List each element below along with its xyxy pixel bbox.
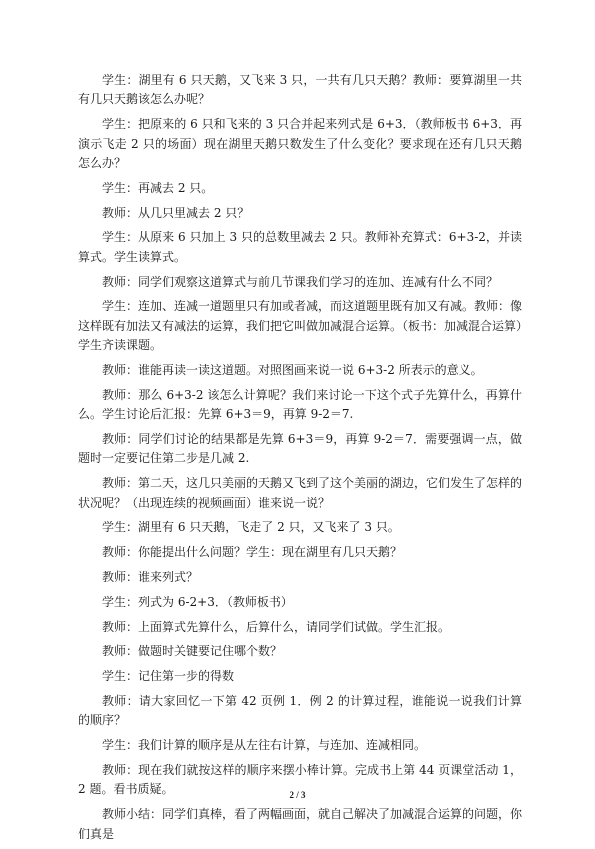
paragraph: 教师：同学们讨论的结果都是先算 6+3＝9，再算 9-2＝7．需要强调一点，做题时一定要记住第二步是几减 2. [78, 432, 522, 466]
document-body [78, 71, 522, 849]
paragraph: 学生：湖里有 6 只天鹅，飞走了 2 只，又飞来了 3 只。 [102, 520, 400, 535]
paragraph: 教师：谁能再读一读这道题。对照图画来说一说 6+3-2 所表示的意义。 [102, 363, 483, 378]
paragraph: 学生：我们计算的顺序是从左往右计算，与连加、连减相同。 [102, 738, 427, 753]
paragraph: 教师：请大家回忆一下第 42 页例 1．例 2 的计算过程，谁能说一说我们计算的顺序？ [78, 694, 522, 728]
paragraph: 学生：把原来的 6 只和飞来的 3 只合并起来列式是 6+3．（教师板书 6+3．再演示飞走 2 只的场面）现在湖里天鹅只数发生了什么变化？要求现在还有几只天鹅怎么办？ [78, 117, 522, 171]
paragraph: 教师：从几只里减去 2 只？ [102, 205, 250, 220]
page-number: 2 / 3 [289, 790, 306, 800]
paragraph: 教师：你能提出什么问题？学生：现在湖里有几只天鹅？ [102, 545, 403, 560]
paragraph: 学生：连加、连减一道题里只有加或者减，而这道题里既有加又有减。教师：像这样既有加法又有减法的运算，我们把它叫做加减混合运算。（板书：加减混合运算）学生齐读课题。 [78, 299, 523, 353]
paragraph: 学生：从原来 6 只加上 3 只的总数里减去 2 只。教师补充算式：6+3-2，并读算式。学生读算式。 [78, 230, 522, 264]
paragraph: 学生：再减去 2 只。 [102, 180, 214, 195]
paragraph: 教师：那么 6+3-2 该怎么计算呢？我们来讨论一下这个式子先算什么，再算什么。学生讨论后汇报：先算 6+3＝9，再算 9-2＝7. [78, 387, 522, 422]
paragraph: 教师：现在我们就按这样的顺序来摆小棒计算。完成书上第 44 页课堂活动 1，2 题。看书质疑。 [78, 763, 522, 797]
paragraph: 教师：同学们观察这道算式与前几节课我们学习的连加、连减有什么不同？ [102, 274, 499, 289]
paragraph: 教师：第二天，这几只美丽的天鹅又飞到了这个美丽的湖边，它们发生了怎样的状况呢？（出现连续的视频画面）谁来说一说？ [78, 476, 523, 510]
paragraph: 教师小结：同学们真棒，看了两幅画面，就自己解决了加减混合运算的问题，你们真是 [78, 807, 523, 841]
paragraph: 教师：谁来列式？ [102, 570, 199, 585]
paragraph: 教师：做题时关键要记住哪个数？ [102, 644, 283, 659]
paragraph: 学生：列式为 6-2+3．（教师板书） [102, 594, 293, 609]
paragraph: 学生：湖里有 6 只天鹅，又飞来 3 只，一共有几只天鹅？教师：要算湖里一共有几只天鹅该怎么办呢？ [78, 73, 522, 107]
paragraph: 学生：记住第一步的得数 [102, 669, 235, 684]
paragraph: 教师：上面算式先算什么，后算什么，请同学们试做。学生汇报。 [102, 619, 451, 634]
